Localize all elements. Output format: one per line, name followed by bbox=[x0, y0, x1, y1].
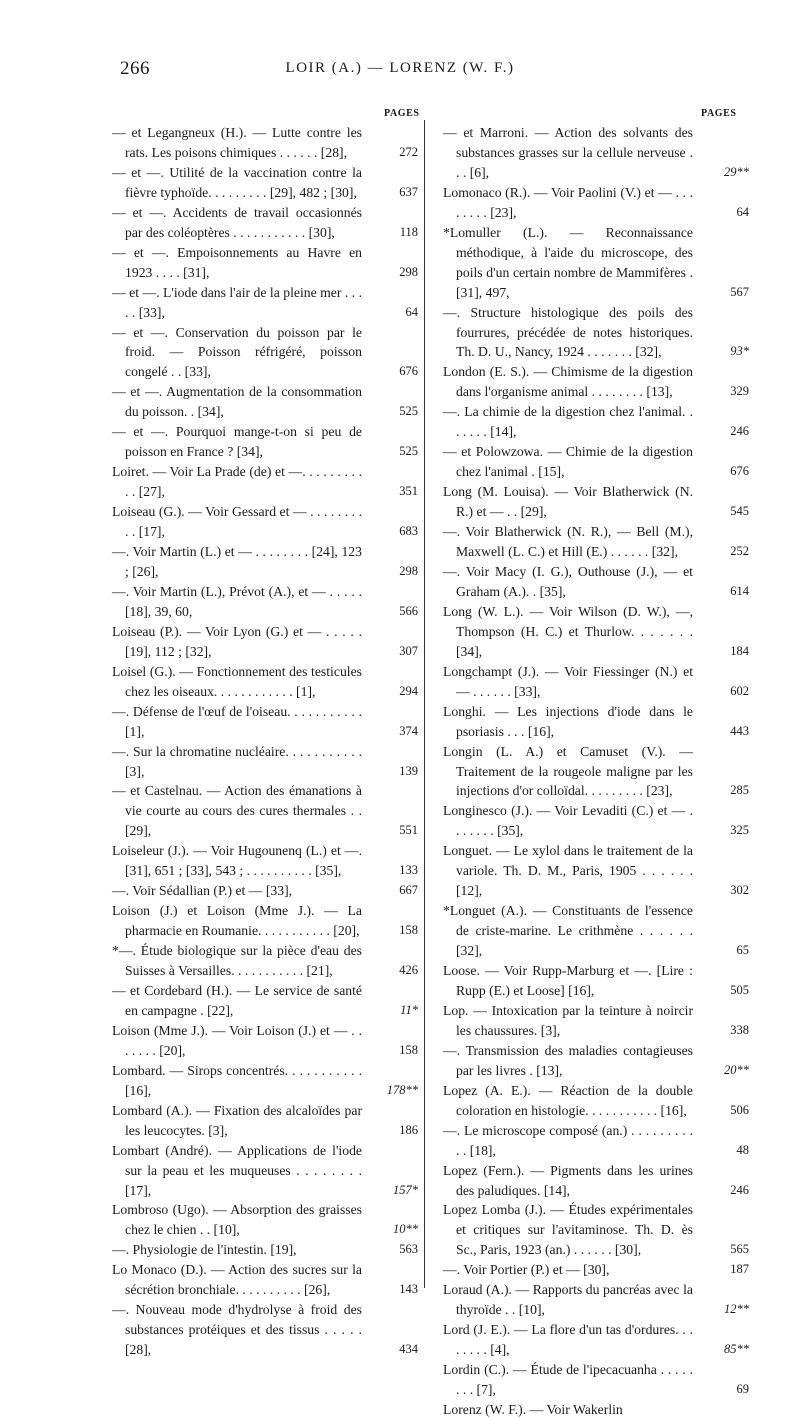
pages-label-left: PAGES bbox=[384, 108, 420, 119]
index-entry bbox=[112, 582, 418, 622]
entry-page: 434 bbox=[399, 1342, 418, 1357]
entry-page: 637 bbox=[399, 184, 418, 199]
entry-text: *—. Étude biologique sur la pièce d'eau des Suisses à Versailles. . . . . . . . . . . [21], bbox=[112, 943, 362, 979]
entry-page: 525 bbox=[399, 444, 418, 459]
index-entry bbox=[443, 522, 749, 562]
entry-page: 178** bbox=[386, 1082, 418, 1097]
index-entry bbox=[443, 303, 749, 363]
index-entry bbox=[112, 123, 418, 163]
entry-text: Longuet. — Le xylol dans le traitement de la variole. Th. D. M., Paris, 1905 . . . . . . [12], bbox=[443, 843, 693, 899]
index-entry bbox=[112, 841, 418, 881]
left-column bbox=[112, 123, 418, 1360]
page-header bbox=[0, 58, 800, 82]
entry-text: —. Voir Macy (I. G.), Outhouse (J.), — et Graham (A.). . [35], bbox=[443, 563, 693, 599]
entry-text: Lo Monaco (D.). — Action des sucres sur la sécrétion bronchiale. . . . . . . . . . [26], bbox=[112, 1262, 362, 1298]
entry-page: 187 bbox=[730, 1262, 749, 1277]
entry-page: 65 bbox=[736, 943, 749, 958]
entry-text: Longinesco (J.). — Voir Levaditi (C.) et — . . . . . . . [35], bbox=[443, 803, 693, 839]
index-entry bbox=[443, 961, 749, 1001]
index-entry bbox=[112, 881, 418, 901]
entry-page: 133 bbox=[399, 863, 418, 878]
entry-page: 614 bbox=[730, 583, 749, 598]
entry-text: — et Castelnau. — Action des émanations à vie courte au cours des cures thermales . . [29], bbox=[112, 783, 362, 839]
index-entry bbox=[112, 382, 418, 422]
index-entry bbox=[443, 1200, 749, 1260]
index-entry bbox=[443, 742, 749, 802]
index-entry bbox=[443, 841, 749, 901]
entry-text: —. La chimie de la digestion chez l'animal. . . . . . . [14], bbox=[443, 404, 693, 440]
entry-page: 157* bbox=[393, 1182, 418, 1197]
entry-text: Lombard. — Sirops concentrés. . . . . . . . . . . [16], bbox=[112, 1062, 362, 1098]
entry-text: Lordin (C.). — Étude de l'ipecacuanha . . . . . . . . [7], bbox=[443, 1362, 693, 1398]
index-entry bbox=[443, 602, 749, 662]
entry-page: 158 bbox=[399, 1042, 418, 1057]
index-entry bbox=[112, 203, 418, 243]
entry-text: Lopez (A. E.). — Réaction de la double coloration en histologie. . . . . . . . . . . [16], bbox=[443, 1082, 693, 1118]
entry-page: 602 bbox=[730, 683, 749, 698]
entry-text: —. Voir Blatherwick (N. R.), — Bell (M.), Maxwell (L. C.) et Hill (E.) . . . . . . [32], bbox=[443, 524, 693, 560]
entry-text: Longchampt (J.). — Voir Fiessinger (N.) et — . . . . . . [33], bbox=[443, 663, 693, 699]
entry-page: 676 bbox=[730, 464, 749, 479]
entry-page: 186 bbox=[399, 1122, 418, 1137]
entry-text: —. Structure histologique des poils des fourrures, précédée de notes historiques. Th. D. U., Nancy, 1924 . . . . . . . [32], bbox=[443, 304, 693, 360]
entry-page: 525 bbox=[399, 404, 418, 419]
entry-text: Loiret. — Voir La Prade (de) et —. . . . . . . . . . . [27], bbox=[112, 464, 362, 500]
index-entry bbox=[112, 323, 418, 383]
entry-page: 20** bbox=[724, 1062, 749, 1077]
entry-text: Loose. — Voir Rupp-Marburg et —. [Lire : Rupp (E.) et Loose] [16], bbox=[443, 963, 693, 998]
index-entry bbox=[112, 422, 418, 462]
entry-text: — et Cordebard (H.). — Le service de santé en campagne . [22], bbox=[112, 982, 362, 1018]
index-entry bbox=[443, 1041, 749, 1081]
entry-page: 272 bbox=[399, 144, 418, 159]
entry-text: Lopez (Fern.). — Pigments dans les urines des paludiques. [14], bbox=[443, 1162, 693, 1198]
entry-text: — et Marroni. — Action des solvants des substances grasses sur la cellule nerveuse . . . [6], bbox=[443, 125, 693, 180]
entry-page: 298 bbox=[399, 264, 418, 279]
entry-text: —. Voir Martin (L.), Prévot (A.), et — . . . . . [18], 39, 60, bbox=[112, 583, 362, 619]
entry-page: 566 bbox=[399, 603, 418, 618]
entry-page: 184 bbox=[730, 643, 749, 658]
entry-text: Long (W. L.). — Voir Wilson (D. W.), —, Thompson (H. C.) et Thurlow. . . . . . . [34], bbox=[443, 603, 693, 659]
index-entry bbox=[443, 402, 749, 442]
entry-page: 85** bbox=[724, 1342, 749, 1357]
entry-page: 374 bbox=[399, 723, 418, 738]
entry-text: — et —. Augmentation de la consommation du poisson. . [34], bbox=[112, 384, 362, 420]
index-entry bbox=[112, 1200, 418, 1240]
entry-page: 12** bbox=[724, 1302, 749, 1317]
index-entry bbox=[112, 702, 418, 742]
index-entry bbox=[443, 1400, 749, 1420]
entry-page: 426 bbox=[399, 963, 418, 978]
index-entry bbox=[112, 1101, 418, 1141]
entry-page: 667 bbox=[399, 883, 418, 898]
entry-text: Loiseau (G.). — Voir Gessard et — . . . . . . . . . . [17], bbox=[112, 504, 362, 540]
entry-page: 302 bbox=[730, 883, 749, 898]
index-entry bbox=[112, 662, 418, 702]
entry-page: 551 bbox=[399, 823, 418, 838]
entry-text: Lord (J. E.). — La flore d'un tas d'ordures. . . . . . . . [4], bbox=[443, 1322, 693, 1358]
entry-text: Lombart (André). — Applications de l'iode sur la peau et les muqueuses . . . . . . . . [17], bbox=[112, 1142, 362, 1198]
entry-page: 676 bbox=[399, 364, 418, 379]
entry-page: 294 bbox=[399, 683, 418, 698]
index-entry bbox=[443, 223, 749, 303]
entry-text: —. Sur la chromatine nucléaire. . . . . . . . . . . [3], bbox=[112, 743, 362, 779]
entry-page: 143 bbox=[399, 1282, 418, 1297]
entry-text: Loraud (A.). — Rapports du pancréas avec la thyroïde . . [10], bbox=[443, 1282, 693, 1318]
entry-page: 563 bbox=[399, 1242, 418, 1257]
entry-text: — et —. Accidents de travail occasionnés par des coléoptères . . . . . . . . . . . [30], bbox=[112, 204, 362, 240]
index-entry bbox=[443, 442, 749, 482]
pages-label-right: PAGES bbox=[701, 108, 737, 119]
index-entry bbox=[112, 462, 418, 502]
index-entry bbox=[112, 1021, 418, 1061]
entry-text: —. Voir Sédallian (P.) et — [33], bbox=[112, 883, 293, 899]
entry-page: 10** bbox=[393, 1222, 418, 1237]
entry-text: *Lomuller (L.). — Reconnaissance méthodique, à l'aide du microscope, des poils d'un certain nombre de Mammifères . [31], 497, bbox=[443, 224, 693, 300]
index-entry bbox=[112, 981, 418, 1021]
entry-text: London (E. S.). — Chimisme de la digestion dans l'organisme animal . . . . . . . . [13], bbox=[443, 364, 693, 400]
entry-page: 252 bbox=[730, 544, 749, 559]
entry-text: —. Physiologie de l'intestin. [19], bbox=[112, 1242, 297, 1258]
entry-text: Loison (J.) et Loison (Mme J.). — La pharmacie en Roumanie. . . . . . . . . . . [20], bbox=[112, 903, 362, 939]
entry-text: Long (M. Louisa). — Voir Blatherwick (N. R.) et — . . [29], bbox=[443, 484, 693, 520]
entry-page: 118 bbox=[399, 224, 418, 239]
entry-text: Longin (L. A.) et Camuset (V.). — Traitement de la rougeole maligne par les injections d'or colloïdal. . . . . . . . . [23], bbox=[443, 743, 693, 799]
entry-page: 298 bbox=[399, 563, 418, 578]
entry-text: Loisel (G.). — Fonctionnement des testicules chez les oiseaux. . . . . . . . . . . . [1], bbox=[112, 663, 362, 699]
entry-text: Lomonaco (R.). — Voir Paolini (V.) et — . . . . . . . . [23], bbox=[443, 184, 693, 220]
index-entry bbox=[443, 702, 749, 742]
entry-text: —. Le microscope composé (an.) . . . . . . . . . . . [18], bbox=[443, 1122, 693, 1158]
entry-text: — et —. L'iode dans l'air de la pleine mer . . . . . [33], bbox=[112, 284, 362, 320]
entry-text: —. Transmission des maladies contagieuses par les livres . [13], bbox=[443, 1042, 693, 1078]
index-entry bbox=[443, 482, 749, 522]
entry-page: 443 bbox=[730, 723, 749, 738]
index-entry bbox=[443, 362, 749, 402]
index-entry bbox=[443, 1001, 749, 1041]
index-entry bbox=[443, 1121, 749, 1161]
entry-page: 565 bbox=[730, 1242, 749, 1257]
entry-page: 246 bbox=[730, 1182, 749, 1197]
index-entry bbox=[112, 243, 418, 283]
entry-text: Longhi. — Les injections d'iode dans le psoriasis . . . [16], bbox=[443, 703, 693, 739]
index-entry bbox=[112, 622, 418, 662]
entry-text: Lombard (A.). — Fixation des alcaloïdes par les leucocytes. [3], bbox=[112, 1102, 362, 1138]
entry-page: 351 bbox=[399, 484, 418, 499]
index-entry bbox=[443, 1360, 749, 1400]
index-entry bbox=[112, 1260, 418, 1300]
page-number: 266 bbox=[120, 58, 150, 79]
entry-text: — et —. Pourquoi mange-t-on si peu de poisson en France ? [34], bbox=[112, 424, 362, 460]
entry-page: 93* bbox=[730, 344, 749, 359]
entry-text: Loiseau (P.). — Voir Lyon (G.) et — . . . . . [19], 112 ; [32], bbox=[112, 623, 362, 659]
entry-text: —. Voir Martin (L.) et — . . . . . . . . [24], 123 ; [26], bbox=[112, 544, 362, 579]
entry-text: — et —. Utilité de la vaccination contre la fièvre typhoïde. . . . . . . . . [29], 482 ; [30], bbox=[112, 164, 362, 200]
index-entry bbox=[112, 1141, 418, 1201]
index-entry bbox=[112, 542, 418, 582]
index-entry bbox=[443, 1161, 749, 1201]
index-entry bbox=[443, 801, 749, 841]
entry-page: 139 bbox=[399, 763, 418, 778]
entry-text: —. Nouveau mode d'hydrolyse à froid des substances protéiques et des tissus . . . . . [28], bbox=[112, 1302, 362, 1358]
index-entry bbox=[112, 163, 418, 203]
column-divider bbox=[424, 120, 425, 1288]
entry-page: 506 bbox=[730, 1102, 749, 1117]
entry-text: Lombroso (Ugo). — Absorption des graisses chez le chien . . [10], bbox=[112, 1202, 362, 1238]
index-entry bbox=[443, 123, 749, 183]
index-entry bbox=[443, 662, 749, 702]
entry-page: 325 bbox=[730, 823, 749, 838]
entry-text: Lopez Lomba (J.). — Études expérimentales et critiques sur l'avitaminose. Th. D. ès Sc., Paris, 1923 (an.) . . . . . . [30], bbox=[443, 1202, 693, 1258]
entry-page: 307 bbox=[399, 643, 418, 658]
entry-text: — et —. Empoisonnements au Havre en 1923 . . . . [31], bbox=[112, 244, 362, 280]
entry-page: 329 bbox=[730, 384, 749, 399]
index-entry bbox=[443, 1260, 749, 1280]
entry-page: 64 bbox=[736, 204, 749, 219]
index-entry bbox=[112, 1300, 418, 1360]
index-entry bbox=[443, 183, 749, 223]
index-entry bbox=[443, 1280, 749, 1320]
right-column bbox=[443, 123, 749, 1420]
index-entry bbox=[443, 901, 749, 961]
index-entry bbox=[443, 1320, 749, 1360]
entry-page: 545 bbox=[730, 504, 749, 519]
entry-text: *Longuet (A.). — Constituants de l'essence de criste-marine. Le crithmène . . . . . . [32], bbox=[443, 903, 693, 959]
entry-text: —. Voir Portier (P.) et — [30], bbox=[443, 1262, 610, 1278]
index-entry bbox=[112, 502, 418, 542]
entry-text: Loison (Mme J.). — Voir Loison (J.) et — . . . . . . . [20], bbox=[112, 1022, 362, 1058]
entry-text: — et Legangneux (H.). — Lutte contre les rats. Les poisons chimiques . . . . . . [28], bbox=[112, 125, 362, 160]
entry-page: 11* bbox=[400, 1002, 418, 1017]
index-entry bbox=[112, 781, 418, 841]
entry-page: 246 bbox=[730, 424, 749, 439]
index-entry bbox=[112, 742, 418, 782]
entry-page: 285 bbox=[730, 783, 749, 798]
entry-page: 338 bbox=[730, 1022, 749, 1037]
entry-page: 505 bbox=[730, 982, 749, 997]
entry-page: 683 bbox=[399, 524, 418, 539]
running-title: LOIR (A.) — LORENZ (W. F.) bbox=[285, 60, 515, 76]
index-entry bbox=[443, 1081, 749, 1121]
index-entry bbox=[112, 941, 418, 981]
entry-page: 29** bbox=[724, 164, 749, 179]
entry-text: —. Défense de l'œuf de l'oiseau. . . . . . . . . . . [1], bbox=[112, 703, 362, 739]
entry-text: Lop. — Intoxication par la teinture à noircir les chaussures. [3], bbox=[443, 1002, 693, 1038]
entry-page: 69 bbox=[736, 1382, 749, 1397]
entry-page: 567 bbox=[730, 284, 749, 299]
index-entry bbox=[112, 901, 418, 941]
index-entry bbox=[112, 1061, 418, 1101]
entry-text: — et —. Conservation du poisson par le froid. — Poisson réfrigéré, poisson congelé . . [33], bbox=[112, 324, 362, 380]
index-entry bbox=[112, 1240, 418, 1260]
entry-page: 158 bbox=[399, 923, 418, 938]
entry-page: 64 bbox=[405, 304, 418, 319]
index-entry bbox=[112, 283, 418, 323]
entry-text: Lorenz (W. F.). — Voir Wakerlin bbox=[443, 1402, 623, 1417]
entry-text: — et Polowzowa. — Chimie de la digestion chez l'animal . [15], bbox=[443, 444, 693, 480]
entry-text: Loiseleur (J.). — Voir Hugounenq (L.) et —. [31], 651 ; [33], 543 ; . . . . . . . . . . [35], bbox=[112, 843, 362, 879]
index-entry bbox=[443, 562, 749, 602]
entry-page: 48 bbox=[736, 1142, 749, 1157]
